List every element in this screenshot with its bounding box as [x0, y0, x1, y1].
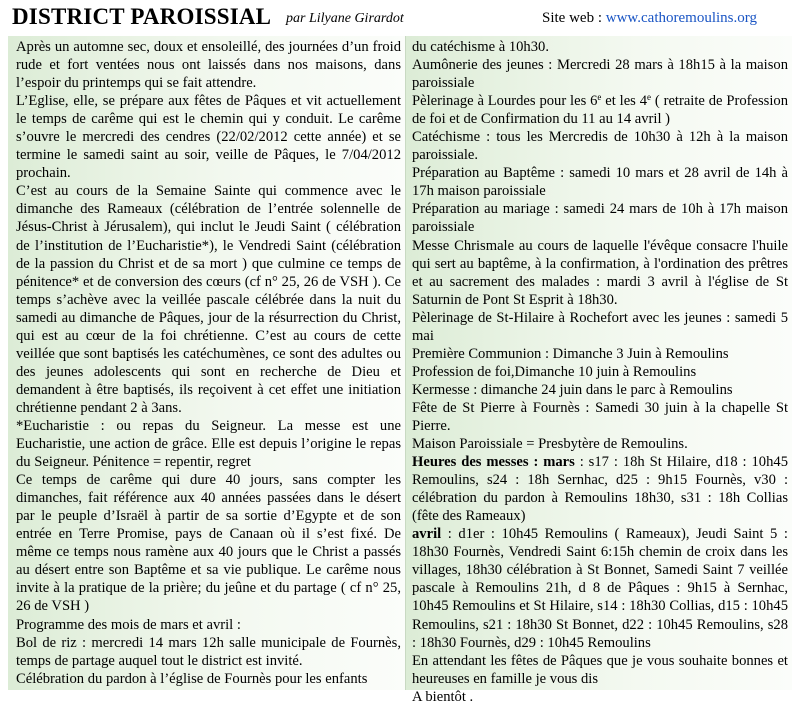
paragraph-kermesse: Kermesse : dimanche 24 juin dans le parc à Remoulins	[412, 381, 733, 398]
left-column	[8, 36, 405, 690]
paragraph-pardon: Célébration du pardon à l’église de Fournès pour les enfants	[16, 670, 368, 687]
paragraph-marriage-prep: Préparation au mariage : samedi 24 mars de 10h à 17h maison paroissiale	[412, 201, 788, 236]
paragraph-baptism-prep: Préparation au Baptême : samedi 10 mars et 28 avril de 14h à 17h maison paroissiale	[412, 165, 788, 200]
page-title: DISTRICT PAROISSIAL	[12, 4, 272, 29]
website-label: Site web :	[542, 10, 606, 26]
paragraph-mass-times-march: Heures des messes : mars : s17 : 18h St Hilaire, d18 : 10h45 Remoulins, s24 : 18h Sernhac, d25 : 9h15 Fournès, v30 : célébration du pardon à Remoulins 18h30, s31 : 18h Collias (fête des Rameaux)	[412, 454, 788, 525]
paragraph-holy-week: C’est au cours de la Semaine Sainte qui commence avec le dimanche des Rameaux (célébration de l’entrée solennelle de Jésus-Christ à Jérusalem), qui inclut le Jeudi Saint ( célébration de l’institution de l’Eucharistie*), le Vendredi Saint (célébration de la passion du Christ et de sa mort ) que culmine ce temps de pénitence* et de conversion des cœurs (cf n° 25, 26 de VSH ). Ce temps s’achève avec la veillée pascale célébrée dans la nuit du samedi au dimanche de Pâques, jour de la résurrection du Christ, qui est au cœur de la foi chrétienne. C’est au cours de cette veillée que sont baptisés les catéchumènes, ce sont des adultes ou des jeunes adolescents qui sont en recherche de Dieu et demandent à être baptisés, ils reçoivent à cet effet une initiation chrétienne pendant 2 à 3ans.	[16, 183, 401, 416]
paragraph-catechisme: Catéchisme : tous les Mercredis de 10h30 à 12h à la maison paroissiale.	[412, 129, 788, 164]
website-line	[542, 10, 757, 27]
left-column-text	[8, 36, 405, 688]
paragraph-eucharist-note: *Eucharistie : ou repas du Seigneur. La messe est une Eucharistie, une action de grâce. Elle est depuis l’origine le repas du Seigneur. Pénitence = repentir, regret	[16, 417, 401, 471]
paragraph-first-communion: Première Communion : Dimanche 3 Juin à Remoulins	[412, 345, 729, 362]
paragraph-forty-days: Ce temps de carême qui dure 40 jours, sans compter les dimanches, fait référence aux 40 années passées dans le désert par le peuple d’Israël à partir de sa sortie d’Egypte et de son entrée en Terre Promise, pays de Canaan où il s’est fixé. De même ce temps nous ramène aux 40 jours que le Christ a passés au désert entre son Baptême et sa vie publique. Le carême nous invite à la pratique de la prière; du jeûne et du partage ( cf n° 25, 26 de VSH )	[16, 472, 401, 615]
right-column	[405, 36, 792, 705]
paragraph-profession-of-faith: Profession de foi,Dimanche 10 juin à Remoulins	[412, 363, 697, 380]
header	[0, 0, 800, 34]
paragraph-chrism-mass: Messe Chrismale au cours de laquelle l'évêque consacre l'huile qui sert au baptême, à la confirmation, à l'ordination des prêtres et au sacrement des malades : mardi 3 avril à l'église de St Saturnin de Pont St Esprit à 18h30.	[412, 237, 788, 308]
paragraph-bol-de-riz: Bol de riz : mercredi 14 mars 12h salle municipale de Fournès, temps de partage auquel tout le district est invité.	[16, 634, 401, 669]
right-column-text	[406, 36, 792, 706]
paragraph-program-heading: Programme des mois de mars et avril :	[16, 616, 241, 633]
paragraph-easter-wishes: En attendant les fêtes de Pâques que je vous souhaite bonnes et heureuses en famille je vous dis	[412, 652, 788, 687]
paragraph-closing: A bientôt .	[412, 688, 474, 705]
paragraph-st-pierre: Fête de St Pierre à Fournès : Samedi 30 juin à la chapelle St Pierre.	[412, 399, 788, 434]
website-link[interactable]: www.cathoremoulins.org	[605, 10, 757, 26]
paragraph-maison-paroissiale: Maison Paroissiale = Presbytère de Remoulins.	[412, 436, 688, 453]
paragraph-lent: L’Eglise, elle, se prépare aux fêtes de Pâques et vit actuellement le temps de carême qui est le chemin qui y conduit. Le carême s’ouvre le mercredi des cendres (22/02/2012 cette année) et se termine le samedi saint au soir, veille de Pâques, le 7/04/2012 prochain.	[16, 93, 401, 182]
paragraph-catechism-time: du catéchisme à 10h30.	[412, 39, 549, 55]
paragraph-mass-times-april: avril : d1er : 10h45 Remoulins ( Rameaux), Jeudi Saint 5 : 18h30 Fournès, Vendredi Saint 6:15h chemin de croix dans les villages, 18h30 célébration à St Bonnet, Samedi Saint 7 veillée pascale à Remoulins 21h, d 8 de Pâques : 9h15 à Sernhac, 10h45 Remoulins et St Hilaire, s14 : 18h30 Collias, d15 : 10h45 Remoulins, s21 : 18h30 St Bonnet, d22 : 10h45 Remoulins, s28 : 18h30 Fournès, d29 : 10h45 Remoulins	[412, 526, 788, 651]
author-byline: par Lilyane Girardot	[286, 11, 404, 26]
paragraph-rochefort-pilgrimage: Pèlerinage de St-Hilaire à Rochefort avec les jeunes : samedi 5 mai	[412, 309, 788, 344]
paragraph-aumonerie: Aumônerie des jeunes : Mercredi 28 mars à 18h15 à la maison paroissiale	[412, 57, 788, 92]
paragraph-intro: Après un automne sec, doux et ensoleillé, des journées d’un froid rude et fort ventées nous ont laissés dans nos maisons, dans l’espoir du printemps qui se fait attendre.	[16, 39, 401, 92]
paragraph-lourdes: Pèlerinage à Lourdes pour les 6e et les 4e ( retraite de Profession de foi et de Confirmation du 11 au 14 avril )	[412, 92, 788, 128]
